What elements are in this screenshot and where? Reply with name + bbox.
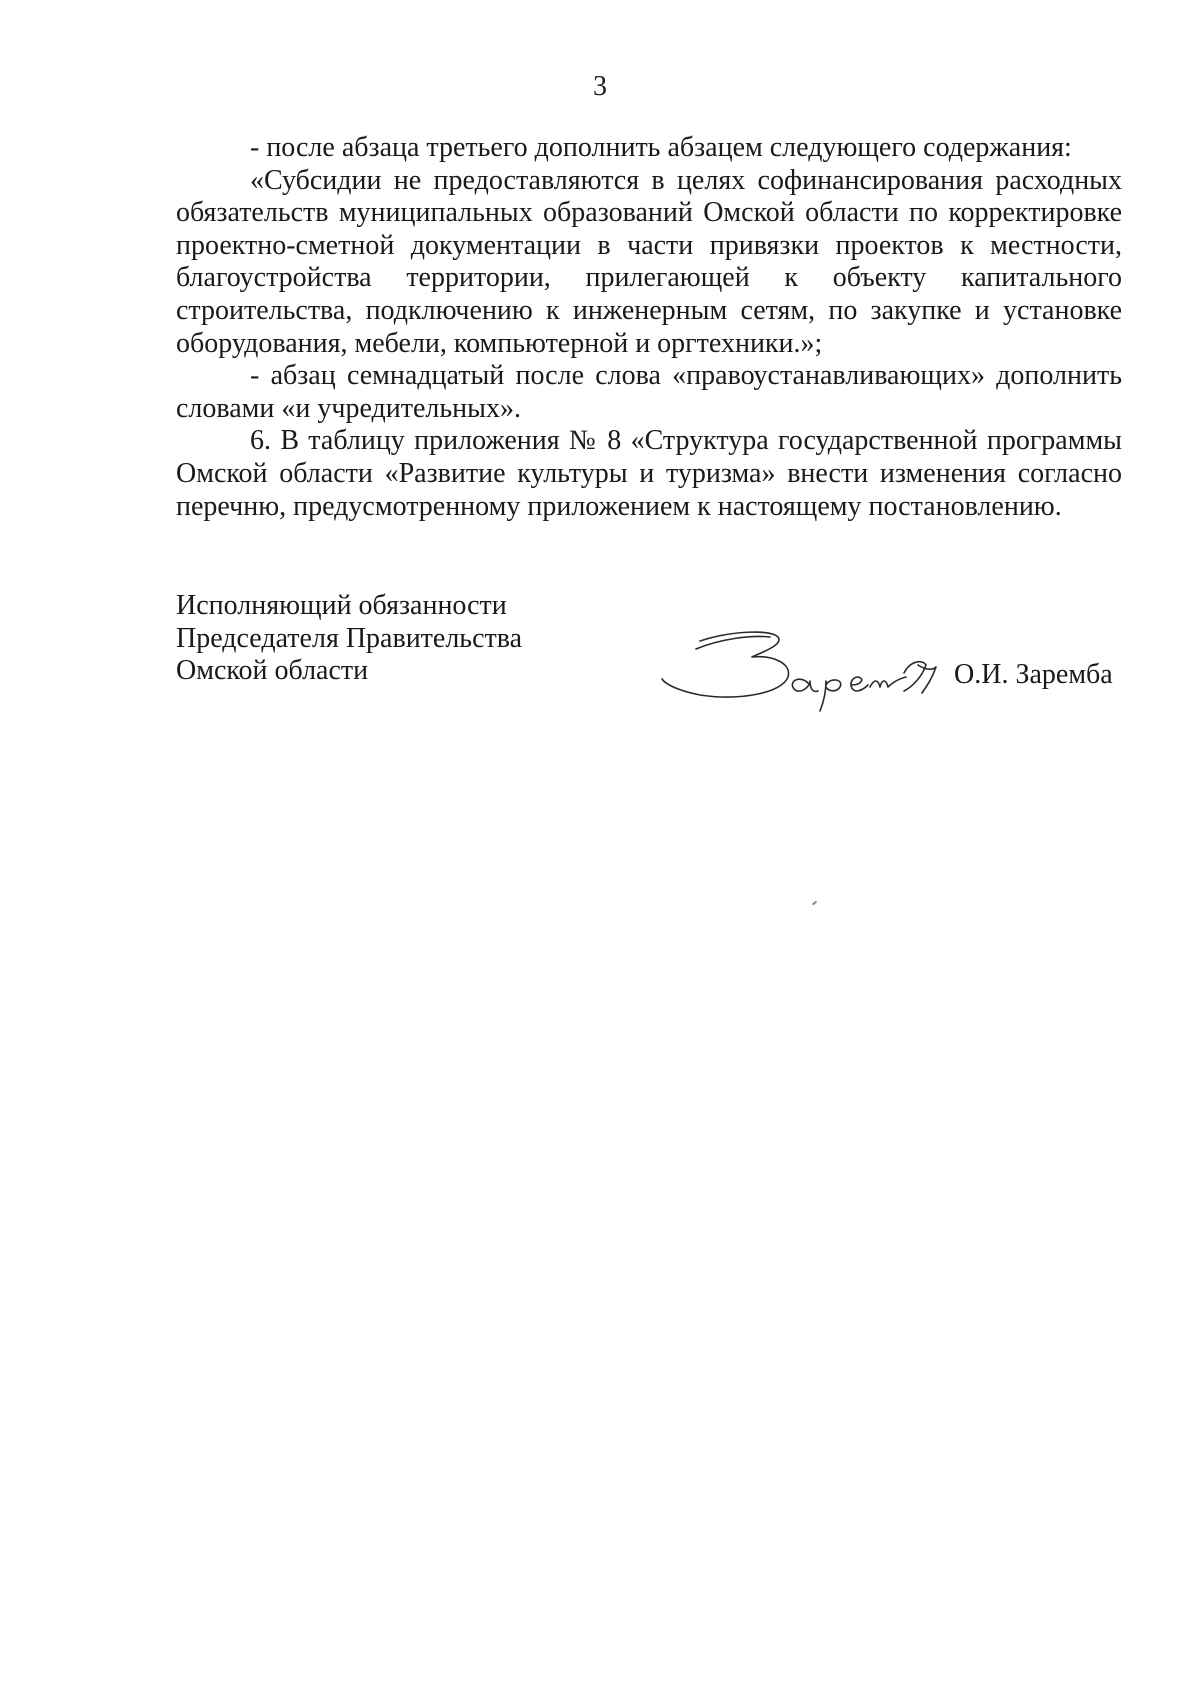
position-line: Омской области xyxy=(176,655,369,686)
paragraph: «Субсидии не предоставляются в целях софинансирования расходных обязательств муниципальных образований Омской области по корректировке проектно-сметной документации в части привязки проектов к местности, благоустройства территории, прилегающей к объекту капитального строительства, подключению к инженерным сетям, по закупке и установке оборудования, мебели, компьютерной и оргтехники.»; xyxy=(176,164,1122,359)
paragraph: - после абзаца третьего дополнить абзацем следующего содержания: xyxy=(250,132,1072,163)
signatory-position xyxy=(176,590,522,688)
position-line: Исполняющий обязанности xyxy=(176,590,507,621)
signer-name: О.И. Заремба xyxy=(954,659,1113,690)
document-body xyxy=(176,132,1122,523)
position-line: Председателя Правительства xyxy=(176,622,523,654)
scan-speck xyxy=(812,901,817,906)
handwritten-signature xyxy=(660,625,940,715)
paragraph: 6. В таблицу приложения № 8 «Структура государственной программы Омской области «Развитие культуры и туризма» внести изменения согласно перечню, предусмотренному приложением к настоящему постановлению. xyxy=(176,425,1122,522)
page-number: 3 xyxy=(593,71,607,102)
paragraph: - абзац семнадцатый после слова «правоустанавливающих» дополнить словами «и учредительных». xyxy=(176,360,1122,424)
